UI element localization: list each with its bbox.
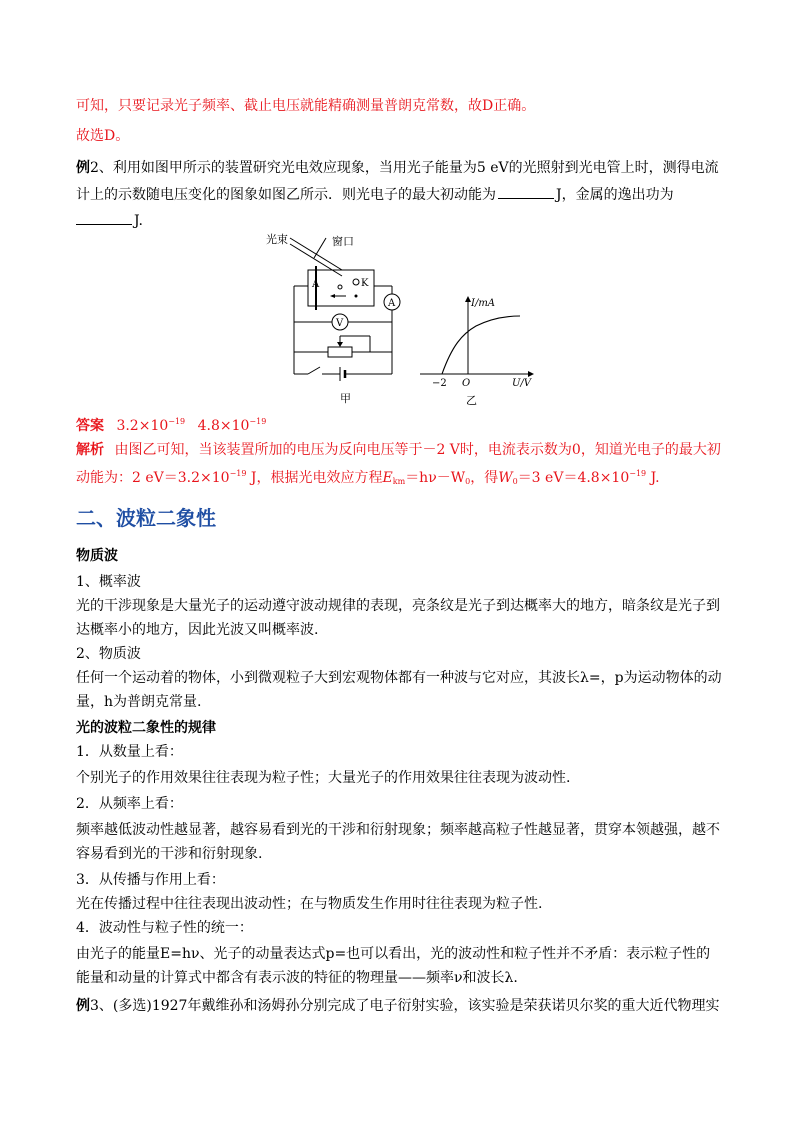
example-2-text: 2、利用如图甲所示的装置研究光电效应现象，当用光子能量为5 eV的光照射到光电管上时，测得电流 [90, 160, 719, 176]
analysis-eq-rest: ＝hν－W [405, 470, 466, 486]
graph-x-arrow [528, 371, 534, 377]
caption-yi: 乙 [466, 394, 477, 407]
section-title: 二、波粒二象性 [76, 506, 216, 530]
answer-line [76, 412, 266, 436]
rule-2-title: 2．从频率上看： [76, 796, 183, 812]
analysis-exp-2: −19 [629, 469, 647, 478]
analysis-eq-E: E [382, 470, 393, 486]
light-beam-label: 光束 [266, 233, 288, 246]
analysis-eq2-W-sub: 0 [512, 477, 518, 486]
example-2-line-1 [76, 158, 719, 178]
rule-1-line-1: 个别光子的作用效果往往表现为粒子性；大量光子的作用效果往往表现为波动性. [76, 770, 571, 786]
example-2-text-3b: J. [134, 213, 143, 229]
answer-blank-2[interactable] [76, 210, 132, 225]
rule-1-title: 1．从数量上看： [76, 744, 183, 760]
para-2-line-2: 量，h为普朗克常量. [76, 694, 202, 710]
example-label: 例 [76, 160, 90, 176]
analysis-text-1: 由图乙可知，当该装置所加的电压为反向电压等于－2 V时，电流表示数为0，知道光电子的最大初 [114, 442, 721, 458]
analysis-text-2d: J. [646, 470, 660, 486]
answer-value-1: 3.2×10 [116, 418, 169, 434]
anode-label: A [312, 279, 320, 290]
analysis-eq-W-sub: 0 [465, 477, 471, 486]
photoelectric-figure [262, 226, 562, 408]
prev-answer-line-2: 故选D。 [76, 128, 130, 144]
window-label: 窗口 [332, 235, 354, 248]
cathode-dot [353, 279, 359, 285]
analysis-text-2a: 动能为：2 eV＝3.2×10 [76, 470, 230, 486]
heading-rule: 光的波粒二象性的规律 [76, 720, 216, 736]
answer-exp-2: −19 [249, 417, 267, 426]
rule-2-line-2: 容易看到光的干涉和衍射现象. [76, 846, 263, 862]
electron-arrowhead [330, 294, 335, 298]
graph-y-label: I/mA [471, 298, 496, 309]
rule-4-line-2: 能量和动量的计算式中都含有表示波的特征的物理量——频率ν和波长λ. [76, 970, 518, 986]
para-1-line-2: 达概率小的地方，因此光波又叫概率波. [76, 622, 319, 638]
para-1-line-1: 光的干涉现象是大量光子的运动遵守波动规律的表现，亮条纹是光子到达概率大的地方，暗条纹是光子到 [76, 598, 720, 614]
para-2-title: 2、物质波 [76, 646, 141, 662]
example-label: 例 [76, 998, 90, 1014]
answer-exp-1: −19 [168, 417, 186, 426]
example-3-line-1 [76, 996, 719, 1016]
cathode-label: K [361, 278, 369, 289]
example-2-line-3 [76, 210, 143, 231]
analysis-text-2c: ，得 [470, 470, 499, 486]
example-2-text-2b: J，金属的逸出功为 [556, 187, 674, 203]
ammeter-label: A [388, 298, 396, 309]
graph-tick-neg2: −2 [432, 378, 447, 389]
rheostat [328, 347, 352, 357]
answer-blank-1[interactable] [498, 184, 554, 199]
window-pointer [314, 238, 326, 258]
rheostat-slider-head [337, 342, 343, 347]
rule-4-line-1: 由光子的能量E=hν、光子的动量表达式p=也可以看出，光的波动性和粒子性并不矛盾：表示粒子性的 [76, 946, 711, 962]
example-2-text-2a: 计上的示数随电压变化的图象如图乙所示．则光电子的最大初动能为 [76, 187, 496, 203]
para-2-line-1: 任何一个运动着的物体，小到微观粒子大到宏观物体都有一种波与它对应，其波长λ=，p为运动物体的动 [76, 670, 722, 686]
heading-matter-wave: 物质波 [76, 548, 118, 564]
rule-2-line-1: 频率越低波动性越显著，越容易看到光的干涉和衍射现象；频率越高粒子性越显著，贯穿本领越强，越不 [76, 822, 720, 838]
switch [308, 367, 320, 374]
analysis-line-1 [76, 440, 721, 460]
graph-x-label: U/V [512, 378, 532, 389]
electron-dot-2 [355, 295, 358, 298]
analysis-exp-1: −19 [229, 469, 247, 478]
analysis-line-2 [76, 464, 660, 492]
para-1-title: 1、概率波 [76, 574, 141, 590]
analysis-eq-E-sub: km [392, 477, 406, 486]
prev-answer-line-1: 可知，只要记录光子频率、截止电压就能精确测量普朗克常数，故D正确。 [76, 98, 536, 114]
rule-3-title: 3．从传播与作用上看： [76, 872, 225, 888]
example-2-line-2 [76, 184, 674, 205]
analysis-text-2b: J，根据光电效应方程 [246, 470, 383, 486]
rule-4-title: 4．波动性与粒子性的统一： [76, 920, 253, 936]
electron-dot [338, 285, 342, 289]
example-3-text: 3、(多选)1927年戴维孙和汤姆孙分别完成了电子衍射实验，该实验是荣获诺贝尔奖的重大近代物理实 [90, 998, 720, 1014]
answer-label: 答案 [76, 418, 104, 434]
voltmeter-label: V [336, 318, 344, 329]
caption-jia: 甲 [340, 392, 351, 405]
graph-origin: O [462, 378, 471, 389]
analysis-label: 解析 [76, 442, 104, 458]
rule-3-line-1: 光在传播过程中往往表现出波动性；在与物质发生作用时往往表现为粒子性. [76, 896, 543, 912]
answer-value-2: 4.8×10 [197, 418, 250, 434]
analysis-eq2-W: W [498, 470, 513, 486]
graph-curve [442, 316, 520, 374]
analysis-eq2-rest: ＝3 eV＝4.8×10 [517, 470, 630, 486]
